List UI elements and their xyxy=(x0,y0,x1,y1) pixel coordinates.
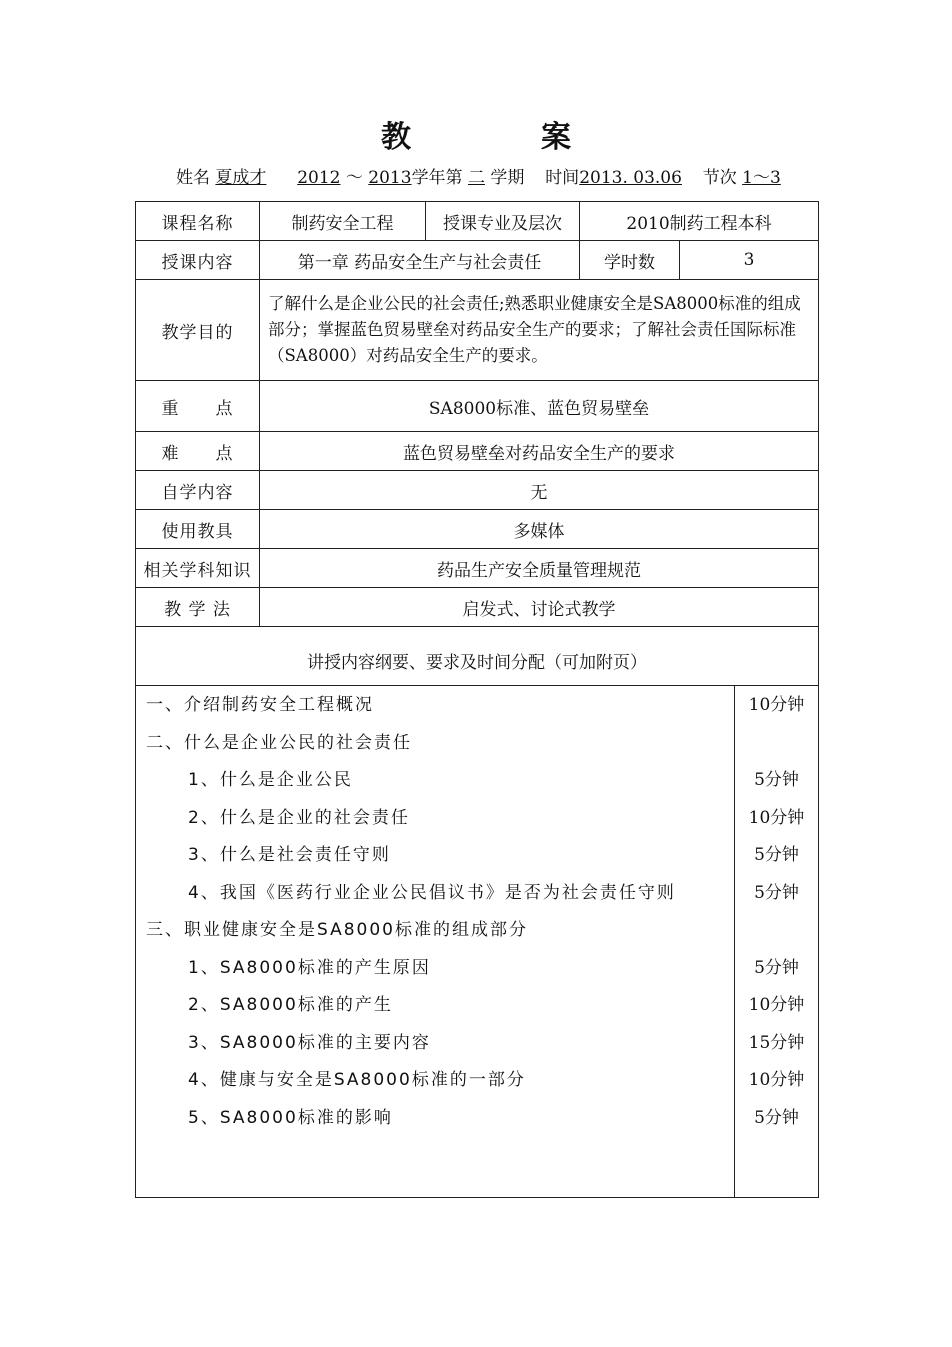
lesson-date: 2013. 03.06 xyxy=(579,168,682,188)
outline-item-time: 10分钟 xyxy=(748,695,805,715)
outline-topics-cell xyxy=(136,686,735,1198)
course-value: 制药安全工程 xyxy=(260,202,426,241)
outline-topics xyxy=(136,687,734,1137)
outline-item-time xyxy=(735,725,818,763)
outline-header: 讲授内容纲要、要求及时间分配（可加附页） xyxy=(136,627,819,686)
outline-item-time xyxy=(735,912,818,950)
major-label: 授课专业及层次 xyxy=(426,202,580,241)
key-label: 重 点 xyxy=(136,381,260,432)
objective-value: 了解什么是企业公民的社会责任;熟悉职业健康安全是SA8000标准的组成部分；掌握蓝色贸易壁垒对药品安全生产的要求；了解社会责任国际标准（SA8000）对药品安全生产的要求。 xyxy=(260,280,819,381)
content-label: 授课内容 xyxy=(136,241,260,280)
hours-label: 学时数 xyxy=(580,241,680,280)
tools-value: 多媒体 xyxy=(260,510,819,549)
outline-item-time: 10分钟 xyxy=(748,995,805,1015)
outline-item-time: 10分钟 xyxy=(748,807,805,828)
outline-item: 2、SA8000标准的产生 xyxy=(188,995,393,1015)
year-sep: ～ xyxy=(345,168,363,188)
method-value: 启发式、讨论式教学 xyxy=(260,588,819,627)
outline-item: 三、职业健康安全是SA8000标准的组成部分 xyxy=(146,920,528,940)
outline-item: 2、什么是企业的社会责任 xyxy=(188,807,410,828)
outline-item: 3、SA8000标准的主要内容 xyxy=(188,1032,431,1053)
outline-times-cell xyxy=(735,686,819,1198)
term: 二 xyxy=(467,168,485,188)
difficult-label: 难 点 xyxy=(136,432,260,471)
content-value: 第一章 药品安全生产与社会责任 xyxy=(260,241,580,280)
name-label: 姓名 xyxy=(176,168,210,188)
objective-label: 教学目的 xyxy=(136,280,260,381)
header-meta xyxy=(176,163,781,188)
course-info-table xyxy=(135,201,819,686)
selfstudy-label: 自学内容 xyxy=(136,471,260,510)
year-to: 2013 xyxy=(368,168,412,188)
hours-value: 3 xyxy=(680,241,819,280)
outline-item: 5、SA8000标准的影响 xyxy=(188,1107,393,1128)
year-suffix: 学年第 xyxy=(411,168,463,188)
outline-item-time: 5分钟 xyxy=(754,882,799,903)
outline-item-time: 5分钟 xyxy=(754,957,799,978)
session-label: 节次 xyxy=(702,168,737,188)
page-title: 教 案 xyxy=(381,120,621,155)
difficult-value: 蓝色贸易壁垒对药品安全生产的要求 xyxy=(260,432,819,471)
term-suffix: 学期 xyxy=(490,168,525,188)
outline-item: 4、健康与安全是SA8000标准的一部分 xyxy=(188,1070,526,1090)
course-label: 课程名称 xyxy=(136,202,260,241)
year-from: 2012 xyxy=(297,168,341,188)
outline-item-time: 5分钟 xyxy=(754,770,799,790)
method-label: 教 学 法 xyxy=(136,588,260,627)
outline-item-time: 10分钟 xyxy=(748,1070,805,1090)
outline-item: 3、什么是社会责任守则 xyxy=(188,845,391,865)
outline-item: 1、SA8000标准的产生原因 xyxy=(188,957,431,978)
related-value: 药品生产安全质量管理规范 xyxy=(260,549,819,588)
teacher-name: 夏成才 xyxy=(215,168,267,188)
related-label: 相关学科知识 xyxy=(136,549,260,588)
time-label: 时间 xyxy=(545,168,580,188)
outline-table xyxy=(135,685,819,1198)
outline-item: 4、我国《医药行业企业公民倡议书》是否为社会责任守则 xyxy=(188,882,676,903)
outline-times xyxy=(735,687,818,1137)
outline-item-time: 15分钟 xyxy=(748,1032,805,1053)
session: 1～3 xyxy=(742,168,781,188)
major-value: 2010制药工程本科 xyxy=(580,202,819,241)
outline-item-time: 5分钟 xyxy=(754,1107,799,1128)
selfstudy-value: 无 xyxy=(260,471,819,510)
outline-item: 1、什么是企业公民 xyxy=(188,770,353,790)
outline-item: 二、什么是企业公民的社会责任 xyxy=(146,732,412,753)
outline-item-time: 5分钟 xyxy=(754,845,799,865)
outline-item: 一、介绍制药安全工程概况 xyxy=(146,695,374,715)
key-value: SA8000标准、蓝色贸易壁垒 xyxy=(260,381,819,432)
tools-label: 使用教具 xyxy=(136,510,260,549)
